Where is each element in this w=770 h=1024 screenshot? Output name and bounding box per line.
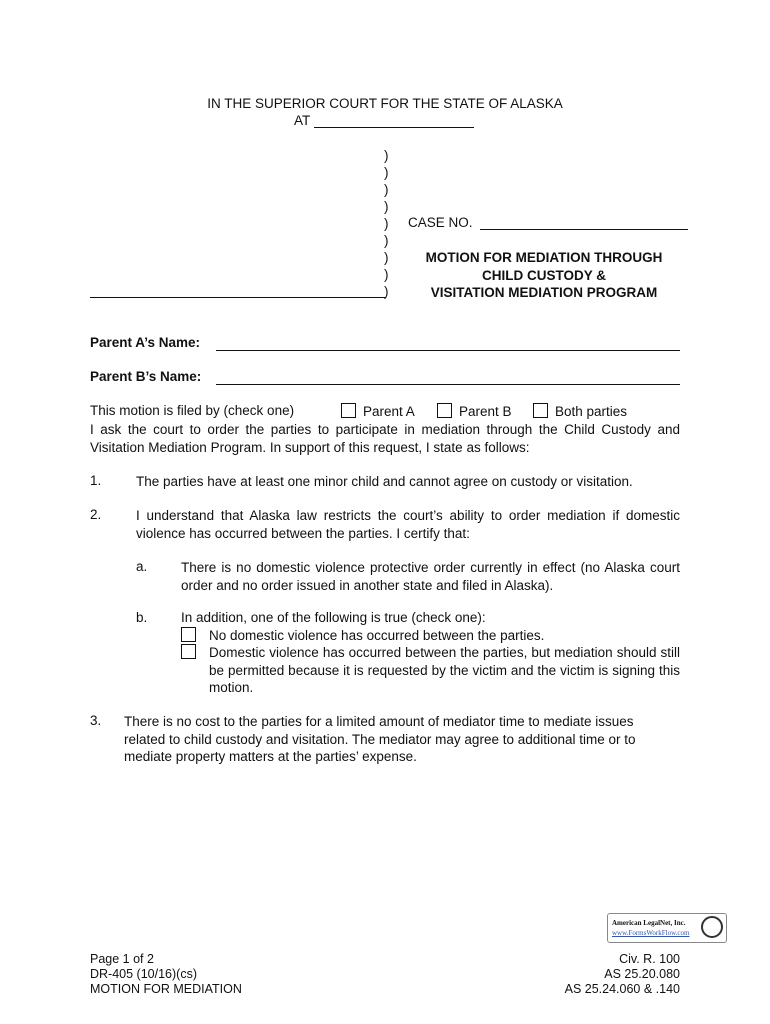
statute-citation: AS 25.20.080 <box>604 967 680 981</box>
intro-paragraph: I ask the court to order the parties to participate in mediation through the Child Custody and Visitation Mediation Program. In support of this request, I state as follows: <box>90 422 680 455</box>
logo-icon <box>701 916 723 938</box>
footer-left <box>90 952 242 997</box>
checkbox[interactable] <box>341 403 356 418</box>
page-number: Page 1 of 2 <box>90 952 154 966</box>
motion-title-line: VISITATION MEDIATION PROGRAM <box>430 285 658 300</box>
logo-name: American LegalNet, Inc. <box>612 919 686 927</box>
statute-citation: AS 25.24.060 & .140 <box>564 982 680 996</box>
item-3-number: 3. <box>90 713 102 728</box>
checkbox[interactable] <box>437 403 452 418</box>
filed-by-both[interactable] <box>533 403 627 419</box>
caption-parens <box>384 147 389 300</box>
paren: ) <box>384 165 389 180</box>
checkbox[interactable] <box>181 627 196 642</box>
american-legalnet-logo <box>607 913 727 943</box>
court-location-row <box>294 113 474 128</box>
dv-option-none-text: No domestic violence has occurred between the parties. <box>209 628 545 643</box>
paren: ) <box>384 216 389 231</box>
item-2b-letter: b. <box>136 610 148 625</box>
option-label: Both parties <box>555 404 628 419</box>
item-2b-text: In addition, one of the following is true (check one): <box>181 610 486 625</box>
parent-b-name-row <box>90 369 201 384</box>
item-2-number: 2. <box>90 507 102 522</box>
item-1-number: 1. <box>90 473 102 488</box>
parent-a-label: Parent A’s Name: <box>90 335 201 350</box>
form-code: DR-405 (10/16)(cs) <box>90 967 197 981</box>
case-number-row <box>408 215 688 230</box>
rule-citation: Civ. R. 100 <box>619 952 680 966</box>
paren: ) <box>384 182 389 197</box>
parent-b-label: Parent B’s Name: <box>90 369 202 384</box>
motion-title-line: MOTION FOR MEDIATION THROUGH <box>425 250 663 265</box>
filed-by-label: This motion is filed by (check one) <box>90 403 295 418</box>
dv-option-occurred[interactable] <box>181 644 203 660</box>
option-label: Parent A <box>363 404 415 419</box>
checkbox[interactable] <box>533 403 548 418</box>
dv-option-occurred-text: Domestic violence has occurred between the parties, but mediation should still be permitted because it is requested by the victim and the victim is signing this motion. <box>209 645 680 695</box>
paren: ) <box>384 267 389 282</box>
at-label: AT <box>294 113 311 128</box>
case-no-label: CASE NO. <box>408 215 473 230</box>
item-2a-text: There is no domestic violence protective order currently in effect (no Alaska court order and no order issued in another state and filed in Alaska). <box>181 560 680 593</box>
footer-right <box>565 952 680 997</box>
parent-b-name-field[interactable] <box>216 383 680 385</box>
motion-title <box>408 249 680 302</box>
paren: ) <box>384 284 389 299</box>
parent-a-name-row <box>90 335 200 350</box>
option-label: Parent B <box>459 404 512 419</box>
motion-title-line: CHILD CUSTODY & <box>481 267 606 283</box>
party-name-field[interactable] <box>90 297 386 298</box>
paren: ) <box>384 199 389 214</box>
form-name: MOTION FOR MEDIATION <box>90 982 242 996</box>
court-location-field[interactable] <box>314 113 474 128</box>
filed-by-parent-b[interactable] <box>437 403 512 419</box>
item-2-text: I understand that Alaska law restricts the court’s ability to order mediation if domestic violence has occurred between the parties. I certify that: <box>136 508 680 541</box>
logo-url[interactable]: www.FormsWorkFlow.com <box>612 929 690 937</box>
paren: ) <box>384 233 389 248</box>
filed-by-parent-a[interactable] <box>341 403 415 419</box>
checkbox[interactable] <box>181 644 196 659</box>
paren: ) <box>384 250 389 265</box>
paren: ) <box>384 148 389 163</box>
court-title: IN THE SUPERIOR COURT FOR THE STATE OF ALASKA <box>207 96 563 111</box>
case-number-field[interactable] <box>480 215 688 230</box>
item-3-text: There is no cost to the parties for a limited amount of mediator time to mediate issues related to child custody and visitation. The mediator may agree to additional time or to mediate property matters at the parties’ expense. <box>124 714 636 764</box>
item-1-text: The parties have at least one minor child and cannot agree on custody or visitation. <box>136 474 633 489</box>
parent-a-name-field[interactable] <box>216 349 680 351</box>
item-2a-letter: a. <box>136 559 148 574</box>
dv-option-none[interactable] <box>181 627 203 643</box>
